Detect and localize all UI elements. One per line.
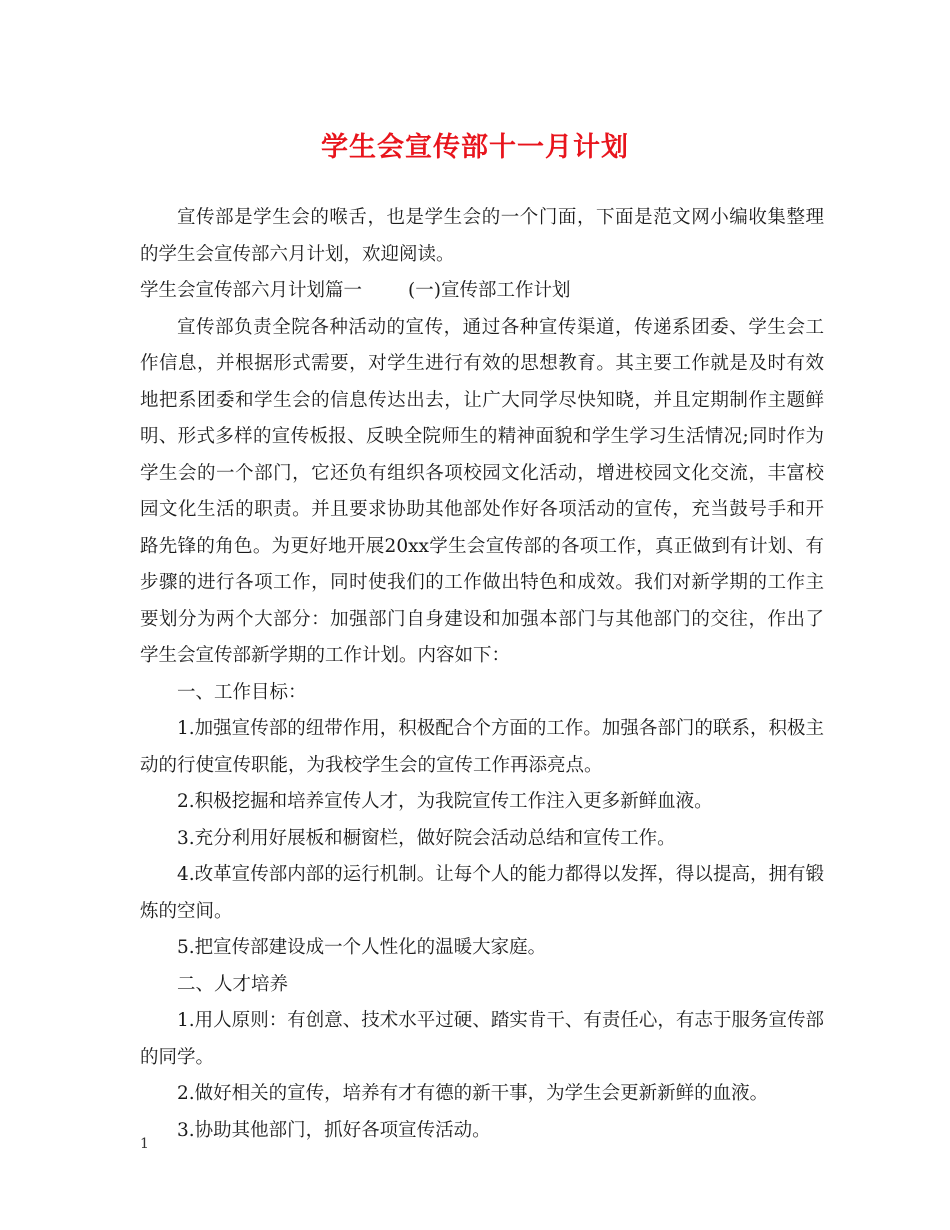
section1-item: 4.改革宣传部内部的运行机制。让每个人的能力都得以发挥，得以提高，拥有锻炼的空间。 [140, 864, 824, 922]
document-title: 学生会宣传部十一月计划 [321, 132, 629, 163]
section1-item: 2.积极挖掘和培养宣传人才，为我院宣传工作注入更多新鲜血液。 [177, 791, 713, 812]
section1-item: 5.把宣传部建设成一个人性化的温暖大家庭。 [177, 937, 547, 958]
subheading-article: 学生会宣传部六月计划篇一 [140, 280, 363, 301]
section2-item: 2.做好相关的宣传，培养有才有德的新干事，为学生会更新新鲜的血液。 [177, 1083, 769, 1104]
section2-item: 3.协助其他部门，抓好各项宣传活动。 [177, 1119, 491, 1141]
document-body [140, 200, 824, 1149]
main-paragraph: 宣传部负责全院各种活动的宣传，通过各种宣传渠道，传递系团委、学生会工作信息，并根据形式需要，对学生进行有效的思想教育。其主要工作就是及时有效地把系团委和学生会的信息传达出去，让广大同学尽快知晓，并且定期制作主题鲜明、形式多样的宣传板报、反映全院师生的精神面貌和学生学习生活情况;同时作为学生会的一个部门，它还负有组织各项校园文化活动，增进校园文化交流，丰富校园文化生活的职责。并且要求协助其他部处作好各项活动的宣传，充当鼓号手和开路先锋的角色。为更好地开展20xx学生会宣传部的各项工作，真正做到有计划、有步骤的进行各项工作，同时使我们的工作做出特色和成效。我们对新学期的工作主要划分为两个大部分：加强部门自身建设和加强本部门与其他部门的交往，作出了学生会宣传部新学期的工作计划。内容如下： [140, 316, 824, 666]
intro-paragraph: 宣传部是学生会的喉舌，也是学生会的一个门面，下面是范文网小编收集整理的学生会宣传部六月计划，欢迎阅读。 [140, 207, 824, 265]
section1-item: 1.加强宣传部的纽带作用，积极配合个方面的工作。加强各部门的联系，积极主动的行使宣传职能，为我校学生会的宣传工作再添亮点。 [140, 718, 824, 776]
page-number: 1 [140, 1136, 149, 1152]
subheading-plan: (一)宣传部工作计划 [408, 280, 571, 301]
section2-item: 1.用人原则：有创意、技术水平过硬、踏实肯干、有责任心，有志于服务宣传部的同学。 [140, 1010, 824, 1068]
section1-item: 3.充分利用好展板和橱窗栏，做好院会活动总结和宣传工作。 [177, 827, 676, 849]
section2-heading: 二、人才培养 [177, 973, 289, 995]
subheading-line [140, 273, 824, 310]
section1-heading: 一、工作目标： [177, 681, 307, 703]
